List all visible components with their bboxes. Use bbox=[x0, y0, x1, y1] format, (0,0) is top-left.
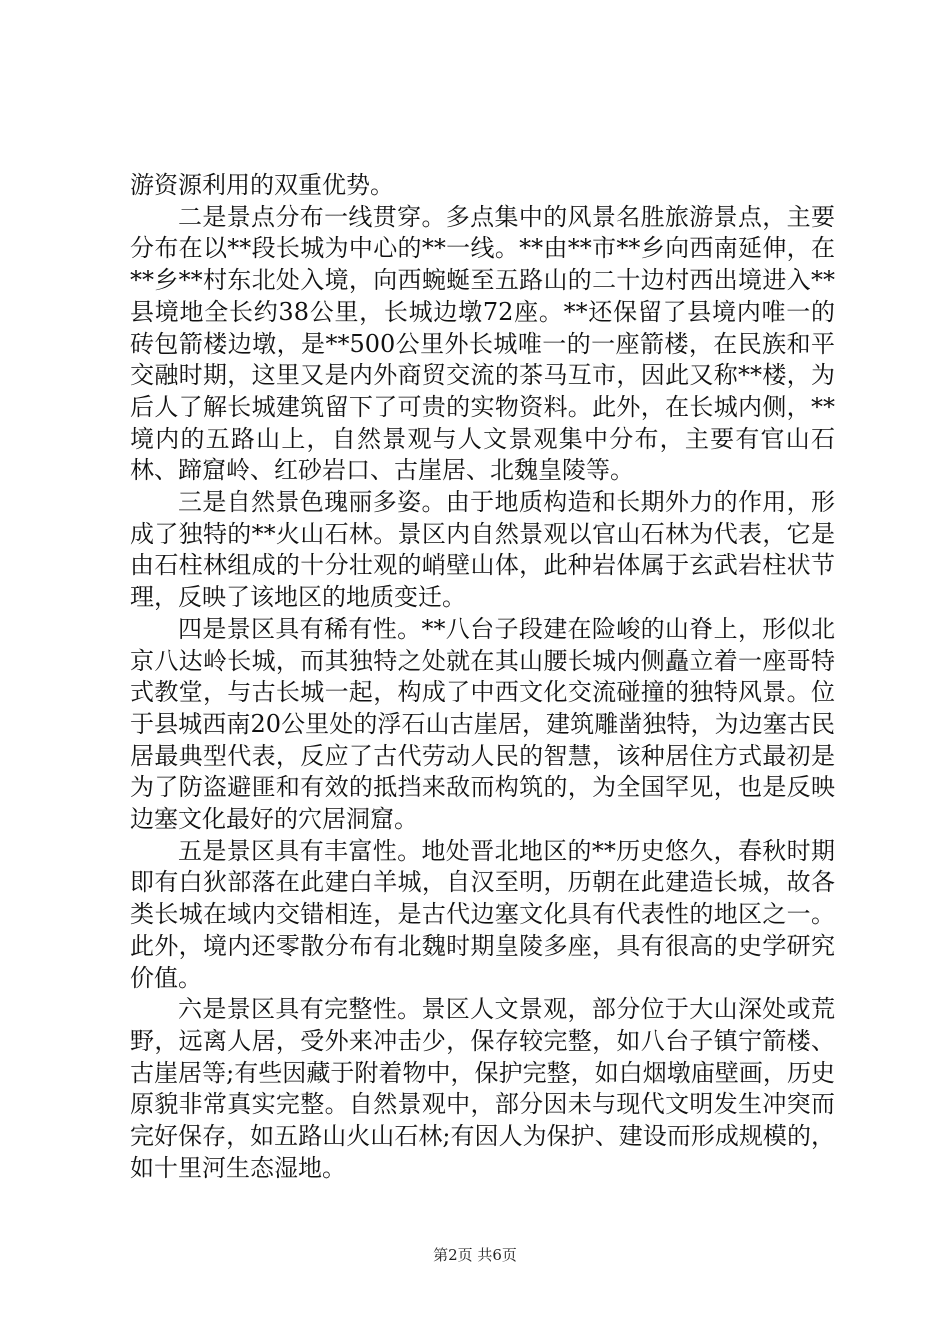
paragraph-distribution: 二是景点分布一线贯穿。多点集中的风景名胜旅游景点，主要分布在以**段长城为中心的**一线。**由**市**乡向西南延伸，在**乡**村东北处入境，向西蜿蜒至五路山的二十边村西出境进入**县境地全长约38公里，长城边墩72座。**还保留了县境内唯一的砖包箭楼边墩，是**500公里外长城唯一的一座箭楼，在民族和平交融时期，这里又是内外商贸交流的茶马互市，因此又称**楼，为后人了解长城建筑留下了可贵的实物资料。此外，在长城内侧，**境内的五路山上，自然景观与人文景观集中分布，主要有官山石林、蹄窟岭、红砂岩口、古崖居、北魏皇陵等。 bbox=[130, 202, 835, 485]
document-body bbox=[130, 170, 835, 1185]
paragraph-integrity: 六是景区具有完整性。景区人文景观，部分位于大山深处或荒野，远离人居，受外来冲击少，保存较完整，如八台子镇宁箭楼、古崖居等;有些因藏于附着物中，保护完整，如白烟墩庙壁画，历史原貌非常真实完整。自然景观中，部分因未与现代文明发生冲突而完好保存，如五路山火山石林;有因人为保护、建设而形成规模的，如十里河生态湿地。 bbox=[130, 995, 835, 1182]
paragraph-rarity: 四是景区具有稀有性。**八台子段建在险峻的山脊上，形似北京八达岭长城，而其独特之处就在其山腰长城内侧矗立着一座哥特式教堂，与古长城一起，构成了中西文化交流碰撞的独特风景。位于县城西南20公里处的浮石山古崖居，建筑雕凿独特，为边塞古民居最典型代表，反应了古代劳动人民的智慧，该种居住方式最初是为了防盗避匪和有效的抵挡来敌而构筑的，为全国罕见，也是反映边塞文化最好的穴居洞窟。 bbox=[130, 614, 835, 834]
paragraph-continuation: 游资源利用的双重优势。 bbox=[130, 171, 394, 199]
paragraph-richness: 五是景区具有丰富性。地处晋北地区的**历史悠久，春秋时期即有白狄部落在此建白羊城，自汉至明，历朝在此建造长城，故各类长城在域内交错相连，是古代边塞文化具有代表性的地区之一。此外，境内还零散分布有北魏时期皇陵多座，具有很高的史学研究价值。 bbox=[130, 836, 835, 992]
paragraph-natural-scenery: 三是自然景色瑰丽多姿。由于地质构造和长期外力的作用，形成了独特的**火山石林。景区内自然景观以官山石林为代表，它是由石柱林组成的十分壮观的峭壁山体，此种岩体属于玄武岩柱状节理，反映了该地区的地质变迁。 bbox=[130, 488, 835, 612]
page-footer: 第2页 共6页 bbox=[433, 1246, 517, 1264]
